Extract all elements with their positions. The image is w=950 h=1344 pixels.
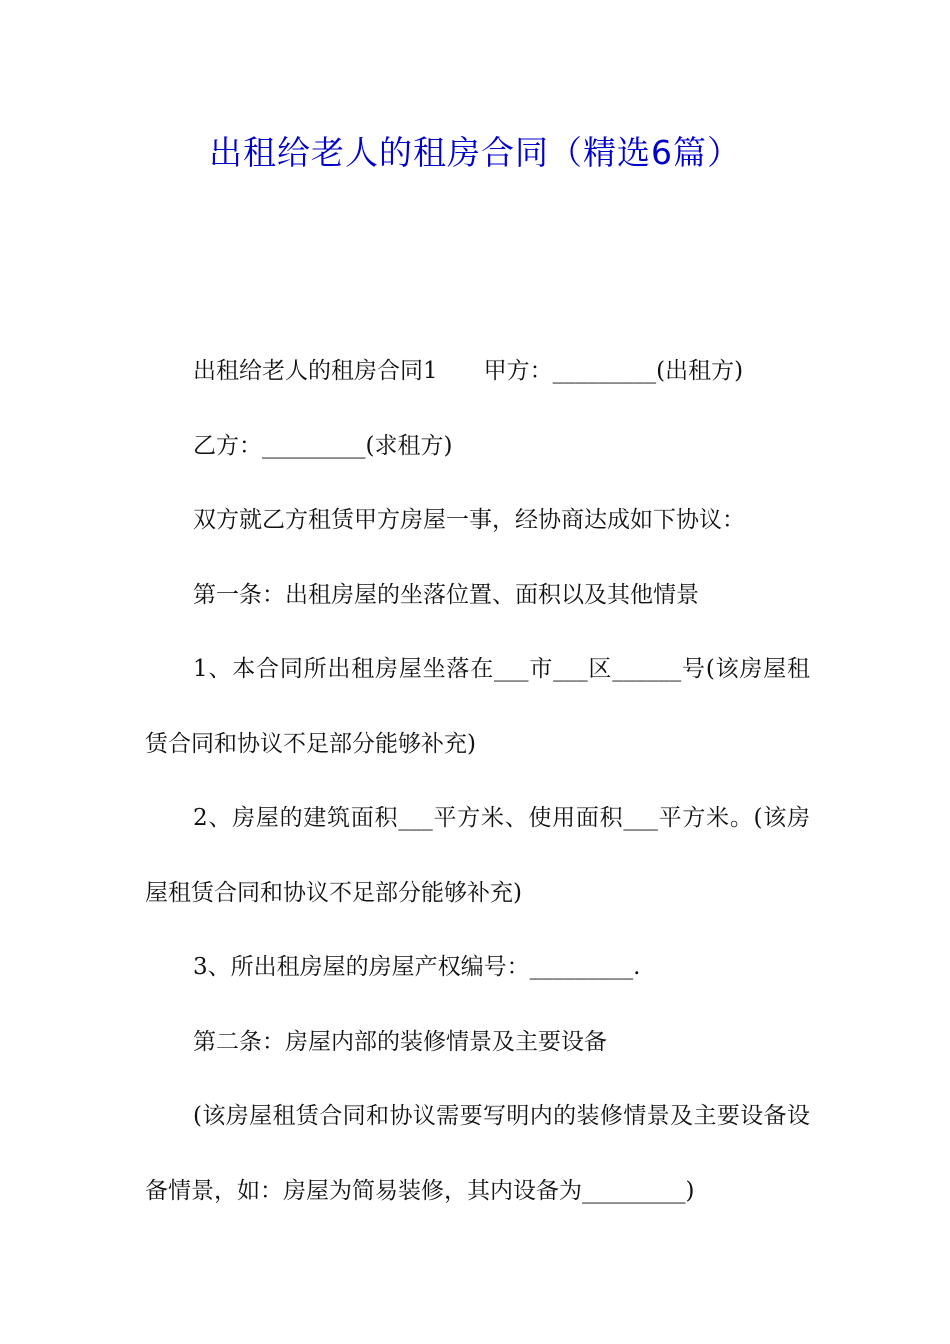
paragraph-article-1-heading: 第一条：出租房屋的坐落位置、面积以及其他情景	[193, 581, 699, 608]
paragraph-article-1-item-2: 2、房屋的建筑面积___平方米、使用面积___平方米。(该房屋租赁合同和协议不足部分能够补充)	[145, 805, 810, 906]
paragraph-parties-lessor: 出租给老人的租房合同1 甲方：_________(出租方)	[193, 358, 744, 384]
paragraph-article-1-item-3: 3、所出租房屋的房屋产权编号：_________.	[193, 954, 641, 980]
paragraph-parties-lessee: 乙方：_________(求租方)	[193, 432, 453, 459]
paragraph-article-1-item-1: 1、本合同所出租房屋坐落在___市___区______号(该房屋租赁合同和协议不足部分能够补充)	[145, 656, 810, 757]
paragraph-article-2-heading: 第二条：房屋内部的装修情景及主要设备	[193, 1028, 607, 1055]
document-body	[145, 334, 810, 1228]
document-title: 出租给老人的租房合同（精选6篇）	[209, 133, 741, 172]
paragraph-article-2-note: (该房屋租赁合同和协议需要写明内的装修情景及主要设备设备情景，如：房屋为简易装修，其内设备为_________)	[145, 1103, 810, 1204]
paragraph-agreement-intro: 双方就乙方租赁甲方房屋一事，经协商达成如下协议：	[193, 507, 745, 533]
